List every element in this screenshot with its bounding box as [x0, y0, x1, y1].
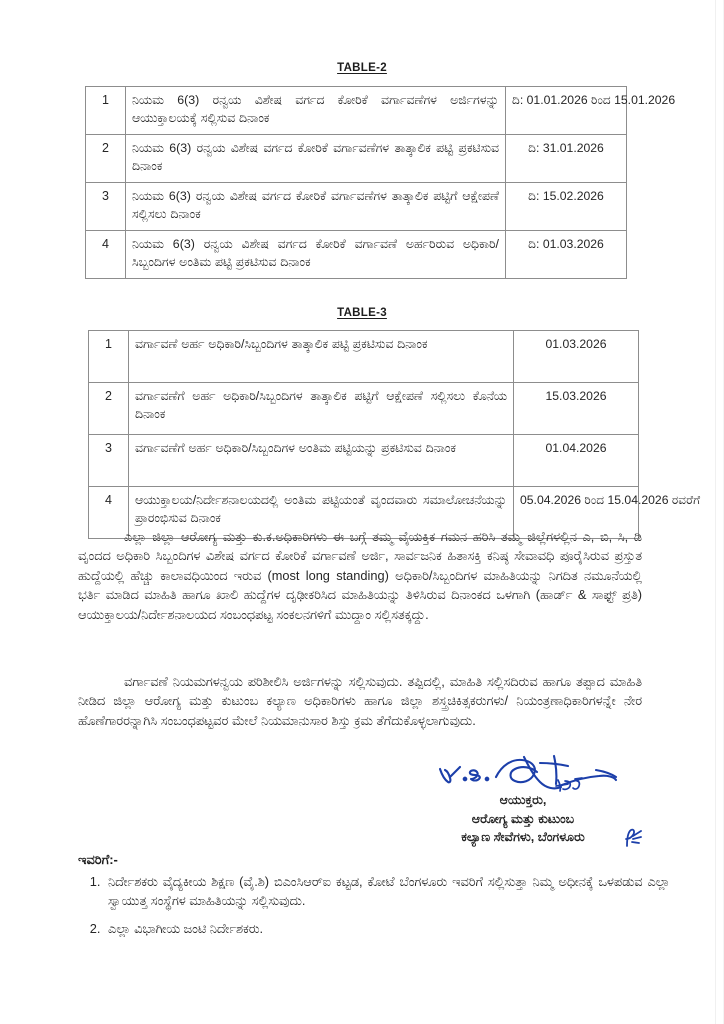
table2-row4-date: ದಿ: 01.03.2026 — [506, 231, 627, 279]
table2-row2-description: ನಿಯಮ 6(3) ರನ್ವಯ ವಿಶೇಷ ವರ್ಗದ ಕೋರಿಕೆ ವರ್ಗಾವಣೆಗಳ ತಾತ್ಕಾಲಿಕ ಪಟ್ಟಿ ಪ್ರಕಟಿಸುವ ದಿನಾಂಕ — [126, 135, 506, 183]
table2-row4-description: ನಿಯಮ 6(3) ರನ್ವಯ ವಿಶೇಷ ವರ್ಗದ ಕೋರಿಕೆ ವರ್ಗಾವಣೆ ಅರ್ಹರಿರುವ ಅಧಿಕಾರಿ/ಸಿಬ್ಬಂದಿಗಳ ಅಂತಿಮ ಪಟ್ಟಿ ಪ್ರಕಟಿಸುವ ದಿನಾಂಕ — [126, 231, 506, 279]
signature-line-2: ಆರೋಗ್ಯ ಮತ್ತು ಕುಟುಂಬ — [471, 811, 575, 826]
table3-row4-sl: 4 — [89, 487, 129, 539]
table3-caption-wrap — [0, 307, 724, 319]
scan-edge-right — [715, 0, 716, 1024]
body-paragraph-2: ವರ್ಗಾವಣೆ ನಿಯಮಗಳನ್ವಯ ಪರಿಶೀಲಿಸಿ ಅರ್ಜಿಗಳನ್ನು ಸಲ್ಲಿಸುವುದು. ತಪ್ಪಿದಲ್ಲಿ, ಮಾಹಿತಿ ಸಲ್ಲಿಸದಿರುವ ಹಾಗೂ ತಪ್ಪಾದ ಮಾಹಿತಿ ನೀಡಿದ ಜಿಲ್ಲಾ ಆರೋಗ್ಯ ಮತ್ತು ಕುಟುಂಬ ಕಲ್ಯಾಣ ಅಧಿಕಾರಿಗಳು ಹಾಗೂ ಜಿಲ್ಲಾ ಶಸ್ತ್ರಚಿಕಿತ್ಸಕರುಗಳು/ ನಿಯಂತ್ರಣಾಧಿಕಾರಿಗಳನ್ನೇ ನೇರ ಹೊಣೆಗಾರರನ್ನಾಗಿಸಿ ಸಂಬಂಧಪಟ್ಟವರ ಮೇಲೆ ನಿಯಮಾನುಸಾರ ಶಿಸ್ತು ಕ್ರಮ ತೆಗೆದುಕೊಳ್ಳಲಾಗುವುದು. — [78, 674, 642, 728]
table-row — [89, 331, 639, 383]
table-row — [86, 183, 627, 231]
table2-row1-date: ದಿ: 01.01.2026 ರಿಂದ 15.01.2026 — [506, 87, 627, 135]
footer-recipient-list — [78, 872, 670, 946]
signature-designation — [398, 791, 648, 847]
table3-row2-description: ವರ್ಗಾವಣೆಗೆ ಅರ್ಹ ಅಧಿಕಾರಿ/ಸಿಬ್ಬಂದಿಗಳ ತಾತ್ಕಾಲಿಕ ಪಟ್ಟಿಗೆ ಆಕ್ಷೇಪಣೆ ಸಲ್ಲಿಸಲು ಕೊನೆಯ ದಿನಾಂಕ — [129, 383, 514, 435]
table-row — [86, 231, 627, 279]
table2-row1-sl: 1 — [86, 87, 126, 135]
table3 — [88, 330, 701, 539]
table3-row2-date: 15.03.2026 — [514, 383, 639, 435]
footer-heading: ಇವರಿಗೆ:- — [78, 852, 118, 867]
blue-ink-flourish-icon — [622, 827, 644, 849]
table2-caption-wrap — [0, 62, 724, 74]
table2-row2-date: ದಿ: 31.01.2026 — [506, 135, 627, 183]
table3-caption: TABLE-3 — [337, 307, 387, 319]
list-item: 1. ನಿರ್ದೇಶಕರು ವೈದ್ಯಕೀಯ ಶಿಕ್ಷಣ (ವೈ.ಶಿ) ಬಿಎಂಸಿಆರ್‌ಐ ಕಟ್ಟಡ, ಕೋಟೆ ಬೆಂಗಳೂರು ಇವರಿಗೆ ಸಲ್ಲಿಸುತ್ತಾ ನಿಮ್ಮ ಅಧೀನಕ್ಕೆ ಒಳಪಡುವ ಎಲ್ಲಾ ಸ್ವಾಯುತ್ತ ಸಂಸ್ಥೆಗಳ ಮಾಹಿತಿಯನ್ನು ಸಲ್ಲಿಸುವುದು. — [104, 872, 670, 911]
table-row — [86, 87, 627, 135]
table-row — [89, 383, 639, 435]
table2 — [85, 86, 676, 279]
table3-row3-date: 01.04.2026 — [514, 435, 639, 487]
table2-row1-description: ನಿಯಮ 6(3) ರನ್ವಯ ವಿಶೇಷ ವರ್ಗದ ಕೋರಿಕೆ ವರ್ಗಾವಣೆಗಳ ಅರ್ಜಿಗಳನ್ನು ಆಯುಕ್ತಾಲಯಕ್ಕೆ ಸಲ್ಲಿಸುವ ದಿನಾಂಕ — [126, 87, 506, 135]
table2-wrapper — [85, 86, 676, 279]
table-row — [89, 435, 639, 487]
table3-wrapper — [88, 330, 701, 539]
table2-row3-date: ದಿ: 15.02.2026 — [506, 183, 627, 231]
table2-row3-description: ನಿಯಮ 6(3) ರನ್ವಯ ವಿಶೇಷ ವರ್ಗದ ಕೋರಿಕೆ ವರ್ಗಾವಣೆಗಳ ತಾತ್ಕಾಲಿಕ ಪಟ್ಟಿಗೆ ಆಕ್ಷೇಪಣೆ ಸಲ್ಲಿಸಲು ದಿನಾಂಕ — [126, 183, 506, 231]
signature-line-3: ಕಲ್ಯಾಣ ಸೇವೆಗಳು, ಬೆಂಗಳೂರು — [461, 830, 585, 845]
table2-row4-sl: 4 — [86, 231, 126, 279]
table2-caption: TABLE-2 — [337, 62, 387, 74]
list-item: 2. ಎಲ್ಲಾ ವಿಭಾಗೀಯ ಜಂಟಿ ನಿರ್ದೇಶಕರು. — [104, 919, 670, 938]
table2-row2-sl: 2 — [86, 135, 126, 183]
table3-row4-date: 05.04.2026 ರಿಂದ 15.04.2026 ರವರೆಗೆ — [514, 487, 639, 539]
table3-row1-date: 01.03.2026 — [514, 331, 639, 383]
table3-row4-description: ಆಯುಕ್ತಾಲಯ/ನಿರ್ದೇಶನಾಲಯದಲ್ಲಿ ಅಂತಿಮ ಪಟ್ಟಿಯಂತೆ ವೃಂದವಾರು ಸಮಾಲೋಚನೆಯನ್ನು ಪ್ರಾರಂಭಿಸುವ ದಿನಾಂಕ — [129, 487, 514, 539]
table2-row3-sl: 3 — [86, 183, 126, 231]
signature-block — [398, 757, 648, 847]
body-paragraph-1: ಎಲ್ಲಾ ಜಿಲ್ಲಾ ಆರೋಗ್ಯ ಮತ್ತು ಕು.ಕ.ಅಧಿಕಾರಿಗಳು ಈ ಬಗ್ಗೆ ತಮ್ಮ ವೈಯಕ್ತಿಕ ಗಮನ ಹರಿಸಿ ತಮ್ಮ ಜಿಲ್ಲೆಗಳಲ್ಲಿನ ಎ, ಬಿ, ಸಿ, ಡಿ ವೃಂದದ ಅಧಿಕಾರಿ ಸಿಬ್ಬಂದಿಗಳ ವಿಶೇಷ ವರ್ಗದ ಕೋರಿಕೆ ವರ್ಗಾವಣೆ ಅರ್ಜಿ, ಸಾರ್ವಜನಿಕ ಹಿತಾಸಕ್ತಿ ಕನಿಷ್ಠ ಸೇವಾವಧಿ ಪೂರೈಸಿರುವ ಪ್ರಸ್ತುತ ಹುದ್ದೆಯಲ್ಲಿ ಹೆಚ್ಚು ಕಾಲಾವಧಿಯಿಂದ ಇರುವ (most long standing) ಅಧಿಕಾರಿ/ಸಿಬ್ಬಂದಿಗಳ ಮಾಹಿತಿಯನ್ನು ನಿಗದಿತ ನಮೂನೆಯಲ್ಲಿ ಭರ್ತಿ ಮಾಡಿದ ಮಾಹಿತಿ ಹಾಗೂ ಖಾಲಿ ಹುದ್ದೆಗಳ ದೃಢೀಕರಿಸಿದ ಮಾಹಿತಿಯನ್ನು ತಿಳಿಸಿರುವ ದಿನಾಂಕದ ಒಳಗಾಗಿ (ಹಾರ್ಡ್ & ಸಾಫ್ಟ್ ಪ್ರತಿ) ಆಯುಕ್ತಾಲಯ/ನಿರ್ದೇಶನಾಲಯದ ಸಂಬಂಧಪಟ್ಟ ಸಂಕಲನಗಳಿಗೆ ಮುದ್ದಾಂ ಸಲ್ಲಿಸತಕ್ಕದ್ದು. — [78, 529, 642, 622]
table3-row3-sl: 3 — [89, 435, 129, 487]
table-row — [86, 135, 627, 183]
table3-row3-description: ವರ್ಗಾವಣೆಗೆ ಅರ್ಹ ಅಧಿಕಾರಿ/ಸಿಬ್ಬಂದಿಗಳ ಅಂತಿಮ ಪಟ್ಟಿಯನ್ನು ಪ್ರಕಟಿಸುವ ದಿನಾಂಕ — [129, 435, 514, 487]
signature-line-1: ಆಯುಕ್ತರು, — [499, 793, 547, 807]
handwritten-signature — [398, 757, 648, 791]
table3-row1-sl: 1 — [89, 331, 129, 383]
table3-row2-sl: 2 — [89, 383, 129, 435]
table3-row1-description: ವರ್ಗಾವಣೆ ಅರ್ಹ ಅಧಿಕಾರಿ/ಸಿಬ್ಬಂದಿಗಳ ತಾತ್ಕಾಲಿಕ ಪಟ್ಟಿ ಪ್ರಕಟಿಸುವ ದಿನಾಂಕ — [129, 331, 514, 383]
